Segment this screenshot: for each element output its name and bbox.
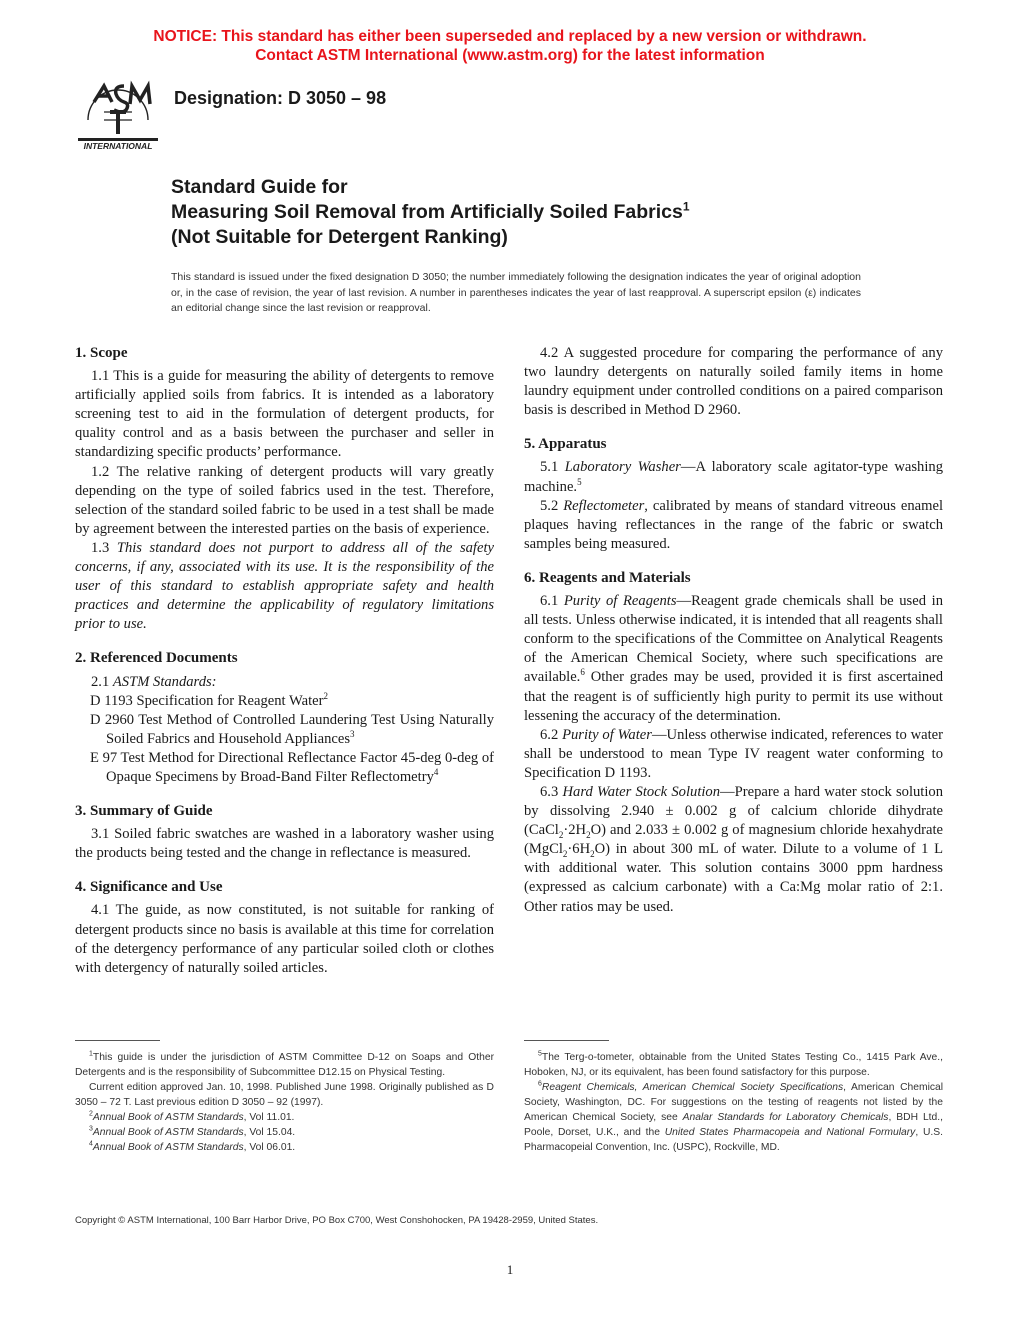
reference-item: D 2960 Test Method of Controlled Laundering Test Using Naturally Soiled Fabrics and Household Appliances$^3$	[90, 711, 494, 747]
footnotes-left	[75, 1050, 494, 1155]
paragraph: 1.3 This standard does not purport to address all of the safety concerns, if any, associated with its use. It is the responsibility of the user of this standard to establish appropriate safety and health practices and determine the applicability of regulatory limitations prior to use.	[75, 539, 494, 633]
footnote-rule	[75, 1040, 160, 1041]
section-referenced-documents	[75, 649, 494, 787]
section-heading: 2. Referenced Documents	[75, 650, 238, 667]
logo-text: INTERNATIONAL	[83, 141, 153, 151]
paragraph: 2.1 ASTM Standards:	[91, 673, 217, 690]
paragraph: 1.1 This is a guide for measuring the ability of detergents to remove artificially applied soils from fabrics. It is intended as a laboratory screening test to aid in the formulation of detergent products, for quality control and as a basis between the purchaser and seller in standardizing specific products’ performance.	[75, 368, 494, 461]
left-column	[75, 344, 494, 978]
section-heading: 5. Apparatus	[524, 436, 607, 453]
notice-line-2: Contact ASTM International (www.astm.org) for the latest information	[255, 47, 765, 64]
section-heading: 4. Significance and Use	[75, 879, 223, 896]
footnote: $^3$Annual Book of ASTM Standards, Vol 15.04.	[89, 1125, 296, 1138]
section-reagents	[524, 569, 943, 917]
section-scope	[75, 344, 494, 634]
footnote: $^5$The Terg-o-tometer, obtainable from the United States Testing Co., 1415 Park Ave., Hoboken, NJ, or its equivalent, has been found satisfactory for this purpose.	[524, 1050, 943, 1078]
section-heading: 3. Summary of Guide	[75, 803, 213, 820]
paragraph: 5.2 Reflectometer, calibrated by means of standard vitreous enamel plaques having reflectances in the range of the fabric or swatch samples being measured.	[524, 497, 943, 552]
footnote: $^4$Annual Book of ASTM Standards, Vol 06.01.	[89, 1140, 296, 1153]
footnote: Current edition approved Jan. 10, 1998. Published June 1998. Originally published as D 3050 – 72 T. Last previous edition D 3050 – 92 (1997).	[75, 1082, 494, 1108]
issue-note: This standard is issued under the fixed designation D 3050; the number immediately following the designation indicates the year of original adoption or, in the case of revision, the year of last revision. A number in parentheses indicates the year of last reapproval. A superscript epsilon (ε) indicates an editorial change since the last revision or reapproval.	[171, 271, 861, 314]
footnote-rule	[524, 1040, 609, 1041]
section-heading: 6. Reagents and Materials	[524, 569, 691, 586]
paragraph: 4.2 A suggested procedure for comparing the performance of any two laundry detergents on naturally soiled family items in home laundry equipment under controlled conditions on a paired comparison basis is described in Method D 2960.	[524, 345, 943, 419]
section-apparatus	[524, 435, 943, 554]
reference-item: E 97 Test Method for Directional Reflectance Factor 45-deg 0-deg of Opaque Specimens by Broad-Band Filter Reflectometry$^4$	[90, 749, 494, 785]
astm-logo-icon	[74, 72, 162, 152]
reference-item: D 1193 Specification for Reagent Water$^2$	[90, 690, 328, 709]
designation: Designation: D 3050 – 98	[174, 88, 387, 108]
withdrawal-notice	[0, 27, 1020, 65]
section-significance-continued	[524, 344, 943, 420]
section-heading: 1. Scope	[75, 345, 128, 361]
footnote: $^6$Reagent Chemicals, American Chemical Society Specifications, American Chemical Society, Washington, DC. For suggestions on the testing of reagents not listed by the American Chemical Society, see Analar Standards for Laboratory Chemicals, BDH Ltd., Poole, Dorset, U.K., and the United States Pharmacopeia and National Formulary, U.S. Pharmacopeial Convention, Inc. (USPC), Rockville, MD.	[524, 1080, 944, 1153]
footnotes-right	[524, 1050, 943, 1155]
paragraph: 4.1 The guide, as now constituted, is not suitable for ranking of detergent products since no basis is available at this time for correlation of the detergency performance of any particular soiled cloth or clothes with detergency of naturally soiled articles.	[75, 902, 494, 976]
paragraph: 3.1 Soiled fabric swatches are washed in a laboratory washer using the products being tested and the change in reflectance is measured.	[75, 826, 494, 862]
title-line-3: (Not Suitable for Detergent Ranking)	[171, 226, 508, 248]
paragraph: 5.1 Laboratory Washer—A laboratory scale agitator-type washing machine.$^5$	[524, 459, 944, 495]
paragraph: 1.2 The relative ranking of detergent products will vary greatly depending on the type of soiled fabrics used in the test. Therefore, selection of the standard soiled fabric to be used in a test shall be made by agreement between the interested parties on the basis of experience.	[75, 463, 494, 537]
section-significance	[75, 878, 494, 977]
paragraph: 6.2 Purity of Water—Unless otherwise indicated, references to water shall be understood to mean Type IV reagent water conforming to Specification D 1193.	[524, 726, 944, 781]
right-column	[524, 344, 943, 917]
footnote: $^1$This guide is under the jurisdiction of ASTM Committee D-12 on Soaps and Other Detergents and is the responsibility of Subcommittee D12.15 on Physical Testing.	[75, 1050, 494, 1078]
page-number: 1	[506, 1262, 514, 1277]
document-title	[171, 175, 690, 250]
notice-line-1: NOTICE: This standard has either been superseded and replaced by a new version or withdrawn.	[153, 28, 867, 45]
paragraph: 6.3 Hard Water Stock Solution—Prepare a hard water stock solution by dissolving 2.940 ± 0.002 g of calcium chloride dihydrate $(CaCl_2\cdot 2H_2O)$ and 2.033 ± 0.002 g of magnesium chloride hexahydrate $(MgCl_2\cdot 6H_2O)$ in about 300 mL of water. Dilute to a volume of 1 L with additional water. This solution contains 3000 ppm hardness (expressed as calcium carbonate) with a Ca:Mg molar ratio of 2:1. Other ratios may be used.	[524, 783, 944, 915]
title-line-1: Standard Guide for	[171, 176, 348, 198]
paragraph: 6.1 Purity of Reagents—Reagent grade chemicals shall be used in all tests. Unless otherwise indicated, it is intended that all reagents shall conform to the specifications of the Committee on Analytical Reagents of the American Chemical Society, where such specifications are available.$^6$ Other grades may be used, provided it is first ascertained that the reagent is of sufficiently high purity to permit its use without lessening the accuracy of the determination.	[524, 593, 943, 724]
footnote: $^2$Annual Book of ASTM Standards, Vol 11.01.	[89, 1110, 295, 1123]
title-line-2: Measuring Soil Removal from Artificially Soiled Fabrics$^1$	[171, 199, 690, 223]
section-summary	[75, 802, 494, 863]
copyright: Copyright © ASTM International, 100 Barr Harbor Drive, PO Box C700, West Conshohocken, PA 19428-2959, United States.	[75, 1215, 599, 1226]
